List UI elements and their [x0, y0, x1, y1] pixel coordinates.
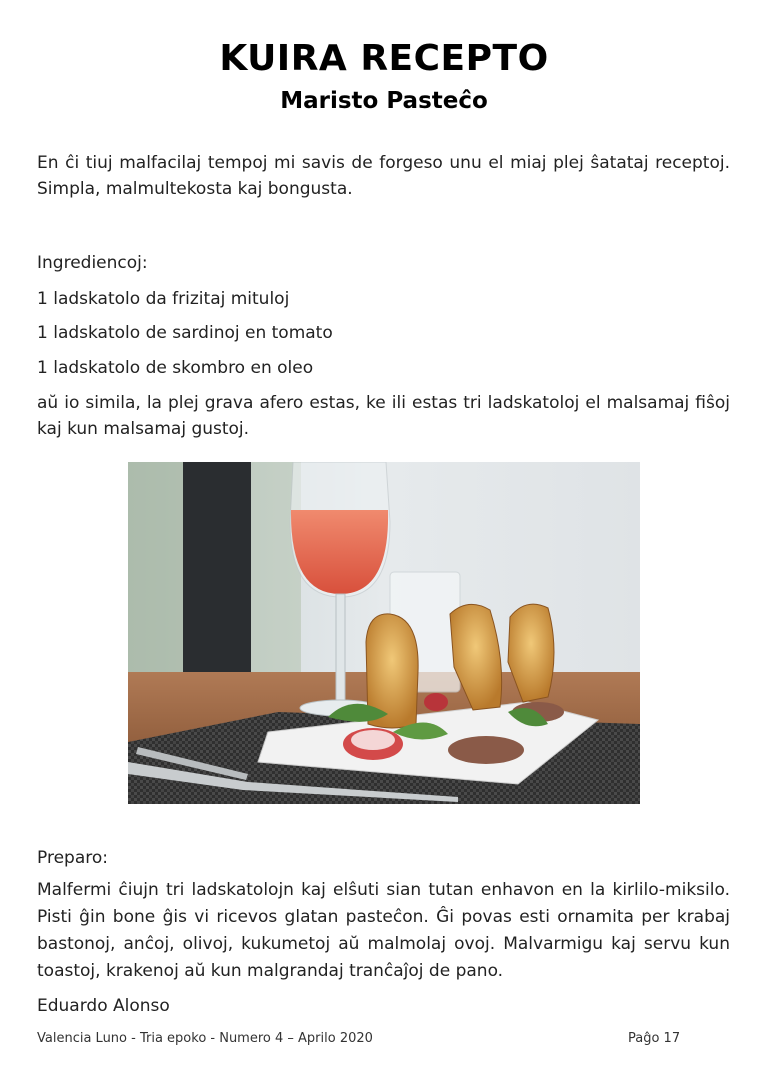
intro-paragraph: En ĉi tiuj malfacilaj tempoj mi savis de forgeso unu el miaj plej ŝatataj receptoj. Simpla, malmultekosta kaj bongusta.: [37, 153, 730, 199]
ingredient-item: 1 ladskatolo de skombro en oleo: [37, 358, 314, 378]
author-name: Eduardo Alonso: [37, 996, 170, 1016]
ingredients-note: aŭ io simila, la plej grava afero estas, ke ili estas tri ladskatoloj el malsamaj fiŝoj kaj kun malsamaj gustoj.: [37, 393, 730, 439]
footer-publication: Valencia Luno - Tria epoko - Numero 4 – Aprilo 2020: [37, 1031, 373, 1046]
preparation-heading: Preparo:: [37, 848, 108, 868]
food-photo: [128, 462, 640, 804]
ingredient-item: 1 ladskatolo da frizitaj mituloj: [37, 289, 290, 309]
ingredient-item: 1 ladskatolo de sardinoj en tomato: [37, 323, 333, 343]
page-subtitle: Maristo Pasteĉo: [280, 88, 488, 114]
footer-page-number: Paĝo 17: [628, 1031, 681, 1046]
page-title: KUIRA RECEPTO: [219, 38, 549, 79]
ingredients-heading: Ingrediencoj:: [37, 253, 148, 273]
preparation-body: Malfermi ĉiujn tri ladskatolojn kaj elŝuti sian tutan enhavon en la kirlilo-miksilo. Pisti ĝin bone ĝis vi ricevos glatan pasteĉon. Ĝi povas esti ornamita per krabaj bastonoj, anĉoj, olivoj, kukumetoj aŭ malmolaj ovoj. Malvarmigu kaj servu kun toastoj, krakenoj aŭ kun malgrandaj tranĉaĵoj de pano.: [37, 880, 730, 981]
